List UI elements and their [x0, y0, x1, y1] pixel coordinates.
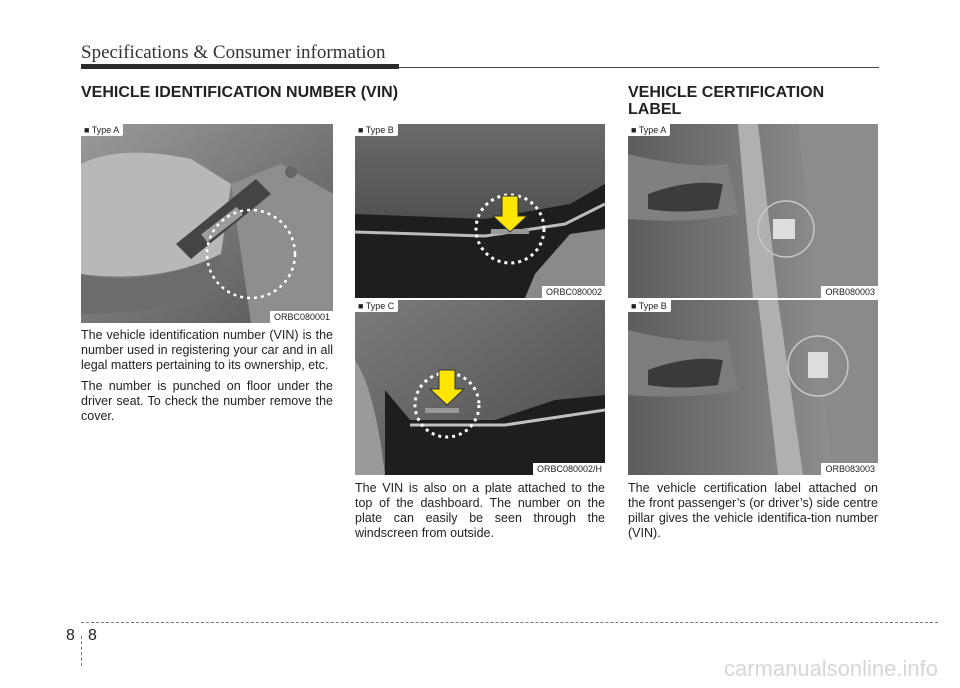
vin-description	[81, 328, 333, 430]
footer-rule	[81, 622, 938, 623]
type-a-tag: ■ Type A	[628, 124, 670, 136]
photo-code: ORB083003	[821, 463, 878, 475]
chapter-number: 8	[66, 627, 75, 644]
dashboard-illustration	[355, 300, 605, 475]
dashboard-illustration	[355, 124, 605, 298]
type-c-tag: ■ Type C	[355, 300, 398, 312]
vin-photo-type-c	[355, 300, 605, 475]
type-b-tag: ■ Type B	[355, 124, 398, 136]
photo-code: ORB080003	[821, 286, 878, 298]
vin-title: VEHICLE IDENTIFICATION NUMBER (VIN)	[81, 84, 399, 101]
cert-title: VEHICLE CERTIFICATION LABEL	[628, 84, 825, 118]
header-rule-thick	[81, 64, 399, 69]
vin-paragraph: The vehicle identification number (VIN) is the number used in registering your car and in all legal matters pertaining to its ownership, etc.	[81, 328, 333, 372]
section-header: Specifications & Consumer information	[81, 42, 386, 63]
header-rule	[398, 67, 879, 68]
door-pillar-illustration	[628, 124, 878, 298]
vin-plate-description: The VIN is also on a plate attached to the top of the dashboard. The number on the plate can easily be seen through the windscreen from outside.	[355, 481, 605, 540]
page-divider	[81, 636, 82, 666]
vin-photo-type-a	[81, 124, 333, 323]
vin-paragraph: The number is punched on floor under the driver seat. To check the number remove the cover.	[81, 379, 333, 423]
type-b-tag: ■ Type B	[628, 300, 671, 312]
door-pillar-illustration	[628, 300, 878, 475]
type-a-tag: ■ Type A	[81, 124, 123, 136]
photo-code: ORBC080002/H	[533, 463, 605, 475]
photo-code: ORBC080002	[542, 286, 605, 298]
photo-code: ORBC080001	[270, 311, 333, 323]
cert-photo-type-b	[628, 300, 878, 475]
page-number: 8	[88, 627, 97, 644]
cert-photo-type-a	[628, 124, 878, 298]
cert-description: The vehicle certification label attached on the front passenger’s (or driver’s) side centre pillar gives the vehicle identifica-tion number (VIN).	[628, 481, 878, 540]
seat-floor-illustration	[81, 124, 333, 323]
watermark: carmanualsonline.info	[723, 656, 938, 681]
vin-photo-type-b	[355, 124, 605, 298]
